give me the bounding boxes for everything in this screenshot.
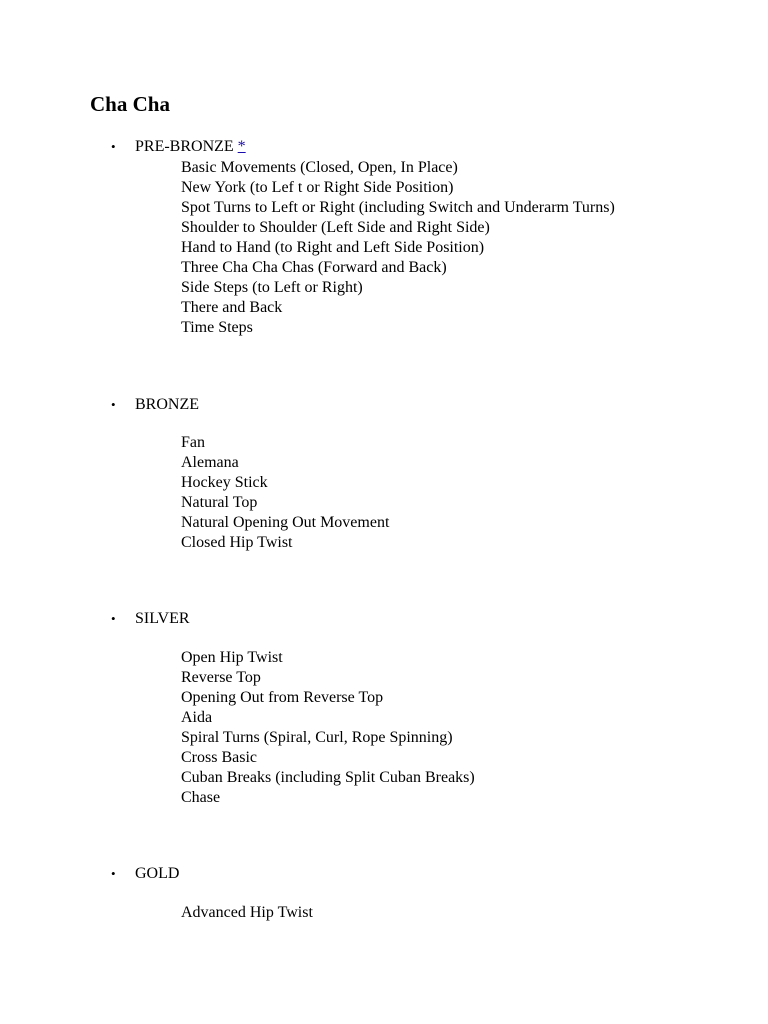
item-text: Hand to Hand (to Right and Left Side Position) <box>181 239 485 256</box>
item-text: Advanced Hip Twist <box>181 904 313 921</box>
item-text: Basic Movements (Closed, Open, In Place) <box>181 159 458 176</box>
item-text: Spiral Turns (Spiral, Curl, Rope Spinning) <box>181 729 453 746</box>
item-text: There and Back <box>181 299 283 316</box>
item-text: Natural Opening Out Movement <box>181 514 390 531</box>
page-title: Cha Cha <box>90 92 170 116</box>
level-label: GOLD <box>135 865 180 882</box>
level-label: SILVER <box>135 610 190 627</box>
footnote-link[interactable]: * <box>237 138 246 155</box>
item-text: Closed Hip Twist <box>181 534 293 551</box>
item-text: Cross Basic <box>181 749 257 766</box>
item-text: Shoulder to Shoulder (Left Side and Right Side) <box>181 219 490 236</box>
item-text: Three Cha Cha Chas (Forward and Back) <box>181 259 447 276</box>
item-text: Side Steps (to Left or Right) <box>181 279 363 296</box>
bullet: • <box>111 611 116 626</box>
item-text: Natural Top <box>181 494 258 511</box>
item-text: Time Steps <box>181 319 253 336</box>
item-text: Fan <box>181 434 205 451</box>
level-label: PRE-BRONZE * <box>135 138 246 155</box>
item-text: Cuban Breaks (including Split Cuban Breaks) <box>181 769 475 786</box>
item-text: Spot Turns to Left or Right (including Switch and Underarm Turns) <box>181 199 615 216</box>
item-text: Alemana <box>181 454 239 471</box>
item-text: Chase <box>181 789 221 806</box>
bullet: • <box>111 866 116 881</box>
item-text: Reverse Top <box>181 669 261 686</box>
bullet: • <box>111 139 116 154</box>
item-text: Aida <box>181 709 213 726</box>
item-text: Open Hip Twist <box>181 649 283 666</box>
item-text: New York (to Lef t or Right Side Position) <box>181 179 454 196</box>
bullet: • <box>111 397 116 412</box>
item-text: Opening Out from Reverse Top <box>181 689 384 706</box>
level-label: BRONZE <box>135 396 199 413</box>
item-text: Hockey Stick <box>181 474 268 491</box>
